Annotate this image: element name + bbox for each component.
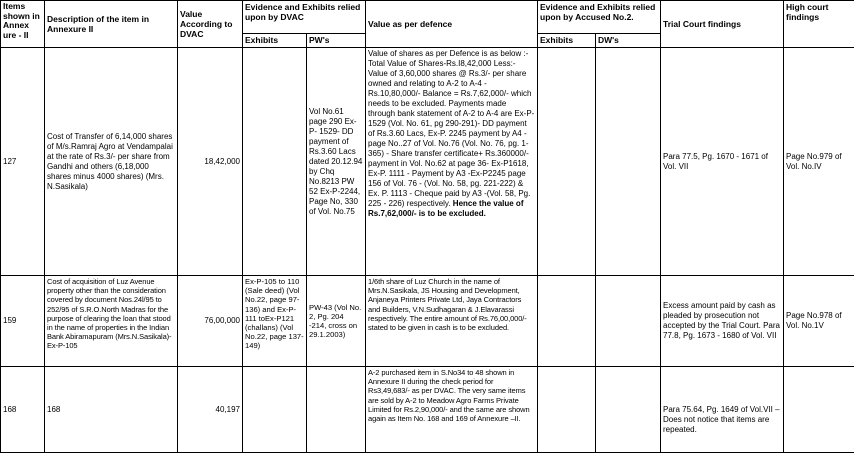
item-trial: Para 75.64, Pg. 1649 of Vol.VII – Does not notice that items are repeated. xyxy=(661,367,784,453)
item-defence: A-2 purchased item in S.No34 to 48 shown in Annexure II during the check period for Rs3,49,683/- as per DVAC. The very same items are sold by A-2 to Meadow Agro Farms Private Limited for Rs.2,90,000/- and the same are shown again as Item No. 168 and 169 of Annexure –II. xyxy=(366,367,538,453)
item-description: Cost of acquisition of Luz Avenue property other than the consideration covered by document Nos.24l/95 to 252/95 of S.R.O.North Madras for the purpose of clearing the loan that stood in the name of properties in the Indian Bank Abiramapuram (Mrs.N.Sasikala)- Ex-P-105 xyxy=(45,276,178,367)
item-high: Page No.979 of Vol. No.IV xyxy=(784,48,854,276)
item-exhibits-2 xyxy=(538,48,596,276)
item-trial: Excess amount paid by cash as pleaded by prosecution not accepted by the Trial Court. Para 77.8, Pg. 1673 - 1680 of Vol. VII xyxy=(661,276,784,367)
item-high: Page No.978 of Vol. No.1V xyxy=(784,276,854,367)
item-value: 40,197 xyxy=(178,367,243,453)
item-value: 76,00,000 xyxy=(178,276,243,367)
header-defence-value: Value as per defence xyxy=(366,1,538,48)
item-defence: 1/6th share of Luz Church in the name of Mrs.N.Sasikala, JS Housing and Development, Anjaneya Printers Private Ltd, Jaya Contractors and Builders, V.N.Sudhagaran & J.Elavarassi respectively. The entire amount of Rs.76,00,000/- stated to be given in cash is to be excluded. xyxy=(366,276,538,367)
item-exhibits xyxy=(243,367,307,453)
header-value: Value According to DVAC xyxy=(178,1,243,48)
item-description: 168 xyxy=(45,367,178,453)
header-row-1 xyxy=(1,1,854,34)
table-row xyxy=(1,48,854,276)
item-defence xyxy=(366,48,538,276)
item-trial: Para 77.5, Pg. 1670 - 1671 of Vol. VII xyxy=(661,48,784,276)
item-pws: Vol No.61 page 290 Ex-P- 1529- DD payment of Rs.3.60 Lacs dated 20.12.94 by Chq No.8213 PW 52 Ex-P-2244, Page No, 330 of Vol. No.75 xyxy=(307,48,366,276)
item-high xyxy=(784,367,854,453)
item-pws: PW-43 (Vol No. 2, Pg. 204 -214, cross on 29.1.2003) xyxy=(307,276,366,367)
table-row xyxy=(1,276,854,367)
header-dws: DW's xyxy=(596,34,661,48)
header-exhibits: Exhibits xyxy=(243,34,307,48)
item-pws xyxy=(307,367,366,453)
item-value: 18,42,000 xyxy=(178,48,243,276)
item-dws xyxy=(596,276,661,367)
item-description: Cost of Transfer of 6,14,000 shares of M/s.Ramraj Agro at Vendampalai at the rate of Rs.3/- per share from Gandhi and others (6,18,000 shares minus 4000 shares) (Mrs. N.Sasikala) xyxy=(45,48,178,276)
header-description: Description of the item in Annexure II xyxy=(45,1,178,48)
item-number: 168 xyxy=(1,367,45,453)
item-exhibits-2 xyxy=(538,367,596,453)
item-dws xyxy=(596,48,661,276)
item-exhibits-2 xyxy=(538,276,596,367)
header-evidence-dvac: Evidence and Exhibits relied upon by DVAC xyxy=(243,1,366,34)
item-number: 127 xyxy=(1,48,45,276)
table-row xyxy=(1,367,854,453)
header-high: High court findings xyxy=(784,1,854,48)
item-number: 159 xyxy=(1,276,45,367)
header-evidence-accused: Evidence and Exhibits relied upon by Accused No.2. xyxy=(538,1,661,34)
defence-text: Value of shares as per Defence is as below :- Total Value of Shares-Rs.I8,42,000 Less:- Value of 3,60,000 shares @ Rs.3/- per share owned and relating to A-2 to A-4 - Rs.10,80,000/- Balance = Rs.7,62,000/- which needs to be excluded. Payments made through bank statement of A-2 to A-4 are Ex-P-1529 (Vol. No. 61, pg 290-291)- DD payment of Rs.3.60 Lacs, Ex-P. 2245 payment by A4 - page No..27 of Vol. No.76 (Vol. No. 76, pg. 1- 365) - Share transfer certificate+ Rs.360000/- payment in Vol. No.62 at page 36- Ex-P1618, Ex-P. 1111 - Payment by A3 -Ex-P2245 page 156 of Vol. 76 - (Vol. No. 58, pg. 221-222) & Ex. P. 1113 - Cheque paid by A3 -(Vol. 58, Pg. 225 - 226) respectively. xyxy=(368,49,534,208)
header-exhibits-2: Exhibits xyxy=(538,34,596,48)
item-dws xyxy=(596,367,661,453)
header-pws: PW's xyxy=(307,34,366,48)
header-items: Items shown in Annex ure - II xyxy=(1,1,45,48)
header-trial: Trial Court findings xyxy=(661,1,784,48)
defence-conclusion: Hence the value of Rs.7,62,000/- is to be excluded. xyxy=(368,199,523,218)
item-exhibits: Ex-P-105 to 110 (Sale deed) (Vol No.22, page 97-136) and Ex-P- 111 toEx-P121 (challans) (Vol No.22, page 137-149) xyxy=(243,276,307,367)
item-exhibits xyxy=(243,48,307,276)
